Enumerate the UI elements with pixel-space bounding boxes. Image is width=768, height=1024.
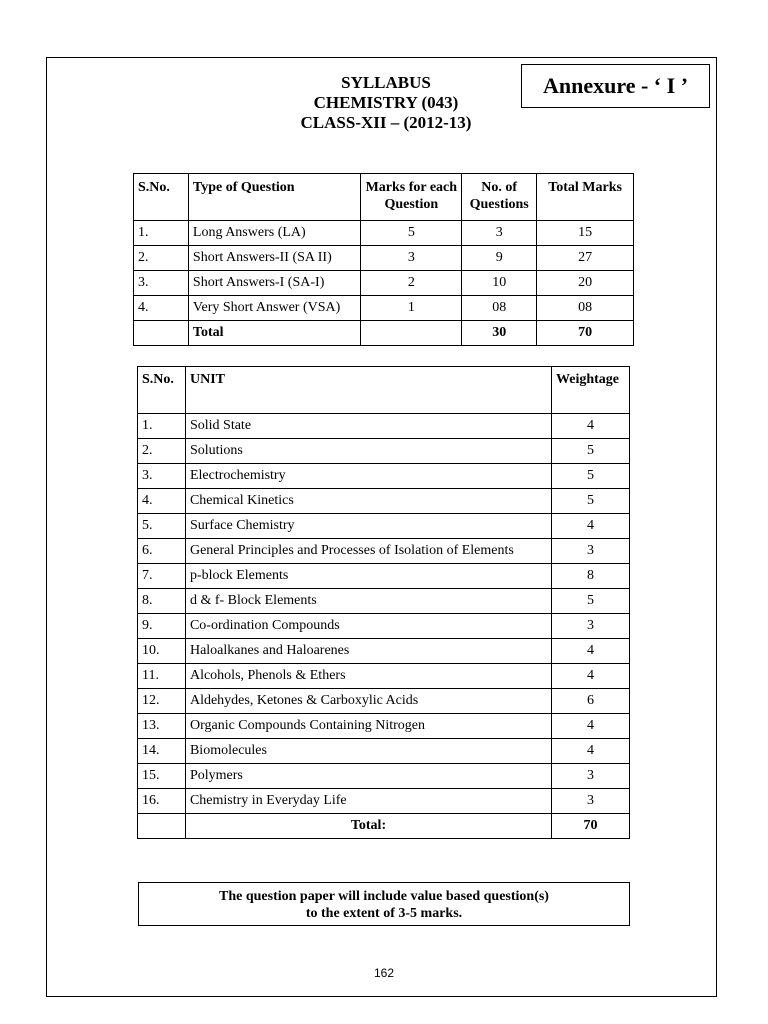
title-line-2: CHEMISTRY (043) [313, 93, 459, 112]
row-type: Very Short Answer (VSA) [188, 296, 360, 321]
unit-name: Haloalkanes and Haloarenes [185, 639, 551, 664]
unit-weight: 3 [552, 789, 630, 814]
title-line-3: CLASS-XII – (2012-13) [300, 113, 472, 132]
unit-sno: 3. [138, 464, 186, 489]
table-row [138, 614, 630, 639]
total-sno-empty [134, 321, 189, 346]
row-count: 08 [462, 296, 537, 321]
unit-name: p-block Elements [185, 564, 551, 589]
unit-weight: 5 [552, 589, 630, 614]
unit-weight: 8 [552, 564, 630, 589]
marks-table-header [134, 174, 634, 221]
row-total: 27 [537, 246, 634, 271]
unit-name: Organic Compounds Containing Nitrogen [185, 714, 551, 739]
table-row [138, 564, 630, 589]
header-sno: S.No. [134, 174, 189, 221]
page-number: 162 [373, 966, 395, 980]
units-table-header [138, 367, 630, 414]
row-type: Short Answers-I (SA-I) [188, 271, 360, 296]
units-total-weight: 70 [552, 814, 630, 839]
unit-sno: 4. [138, 489, 186, 514]
unit-weight: 5 [552, 464, 630, 489]
row-count: 3 [462, 221, 537, 246]
unit-name: Biomolecules [185, 739, 551, 764]
row-sno: 3. [134, 271, 189, 296]
title-line-1: SYLLABUS [341, 73, 431, 92]
note-line-1: The question paper will include value based question(s) [219, 889, 549, 904]
annexure-label: Annexure - ‘ I ’ [521, 64, 710, 108]
row-sno: 2. [134, 246, 189, 271]
unit-weight: 3 [552, 764, 630, 789]
row-count: 9 [462, 246, 537, 271]
table-row [138, 639, 630, 664]
row-marks: 3 [361, 246, 462, 271]
unit-sno: 6. [138, 539, 186, 564]
unit-weight: 5 [552, 489, 630, 514]
marks-table [133, 173, 634, 346]
row-marks: 1 [361, 296, 462, 321]
row-marks: 2 [361, 271, 462, 296]
header-sno: S.No. [138, 367, 186, 414]
table-row [138, 689, 630, 714]
unit-sno: 11. [138, 664, 186, 689]
note-line-2: to the extent of 3-5 marks. [305, 906, 463, 921]
unit-weight: 4 [552, 414, 630, 439]
unit-weight: 6 [552, 689, 630, 714]
row-marks: 5 [361, 221, 462, 246]
total-label: Total [188, 321, 360, 346]
unit-weight: 4 [552, 739, 630, 764]
header-total-marks: Total Marks [537, 174, 634, 221]
unit-sno: 13. [138, 714, 186, 739]
table-row [138, 539, 630, 564]
units-total-label: Total: [185, 814, 551, 839]
table-row [138, 739, 630, 764]
unit-sno: 14. [138, 739, 186, 764]
unit-sno: 15. [138, 764, 186, 789]
unit-name: Electrochemistry [185, 464, 551, 489]
unit-name: Co-ordination Compounds [185, 614, 551, 639]
unit-weight: 3 [552, 614, 630, 639]
header-num-questions: No. of Questions [462, 174, 537, 221]
table-row [134, 246, 634, 271]
unit-weight: 3 [552, 539, 630, 564]
unit-sno: 10. [138, 639, 186, 664]
unit-sno: 16. [138, 789, 186, 814]
value-based-note [138, 882, 630, 926]
row-sno: 4. [134, 296, 189, 321]
table-row [138, 414, 630, 439]
unit-sno: 7. [138, 564, 186, 589]
unit-sno: 12. [138, 689, 186, 714]
unit-name: Surface Chemistry [185, 514, 551, 539]
unit-name: Solid State [185, 414, 551, 439]
row-type: Long Answers (LA) [188, 221, 360, 246]
table-row [138, 514, 630, 539]
unit-name: Aldehydes, Ketones & Carboxylic Acids [185, 689, 551, 714]
unit-name: Alcohols, Phenols & Ethers [185, 664, 551, 689]
table-row [138, 439, 630, 464]
unit-weight: 4 [552, 714, 630, 739]
unit-name: Chemistry in Everyday Life [185, 789, 551, 814]
row-type: Short Answers-II (SA II) [188, 246, 360, 271]
table-row [138, 489, 630, 514]
unit-weight: 5 [552, 439, 630, 464]
units-total-sno-empty [138, 814, 186, 839]
table-row [138, 764, 630, 789]
row-sno: 1. [134, 221, 189, 246]
unit-sno: 8. [138, 589, 186, 614]
table-row [134, 221, 634, 246]
table-row [138, 714, 630, 739]
unit-sno: 9. [138, 614, 186, 639]
row-total: 15 [537, 221, 634, 246]
row-total: 20 [537, 271, 634, 296]
syllabus-title [236, 73, 536, 133]
row-total: 08 [537, 296, 634, 321]
unit-weight: 4 [552, 639, 630, 664]
unit-sno: 2. [138, 439, 186, 464]
total-count: 30 [462, 321, 537, 346]
unit-name: Polymers [185, 764, 551, 789]
unit-weight: 4 [552, 514, 630, 539]
table-row [138, 789, 630, 814]
table-row [138, 664, 630, 689]
unit-name: Chemical Kinetics [185, 489, 551, 514]
total-marks-each-empty [361, 321, 462, 346]
units-total-row [138, 814, 630, 839]
row-count: 10 [462, 271, 537, 296]
table-row [134, 296, 634, 321]
units-table [137, 366, 630, 839]
unit-sno: 1. [138, 414, 186, 439]
header-marks-each: Marks for each Question [361, 174, 462, 221]
unit-name: d & f- Block Elements [185, 589, 551, 614]
marks-total-row [134, 321, 634, 346]
unit-sno: 5. [138, 514, 186, 539]
table-row [138, 589, 630, 614]
table-row [138, 464, 630, 489]
header-type: Type of Question [188, 174, 360, 221]
header-weightage: Weightage [552, 367, 630, 414]
unit-weight: 4 [552, 664, 630, 689]
table-row [134, 271, 634, 296]
total-marks: 70 [537, 321, 634, 346]
unit-name: General Principles and Processes of Isolation of Elements [185, 539, 551, 564]
header-unit: UNIT [185, 367, 551, 414]
unit-name: Solutions [185, 439, 551, 464]
